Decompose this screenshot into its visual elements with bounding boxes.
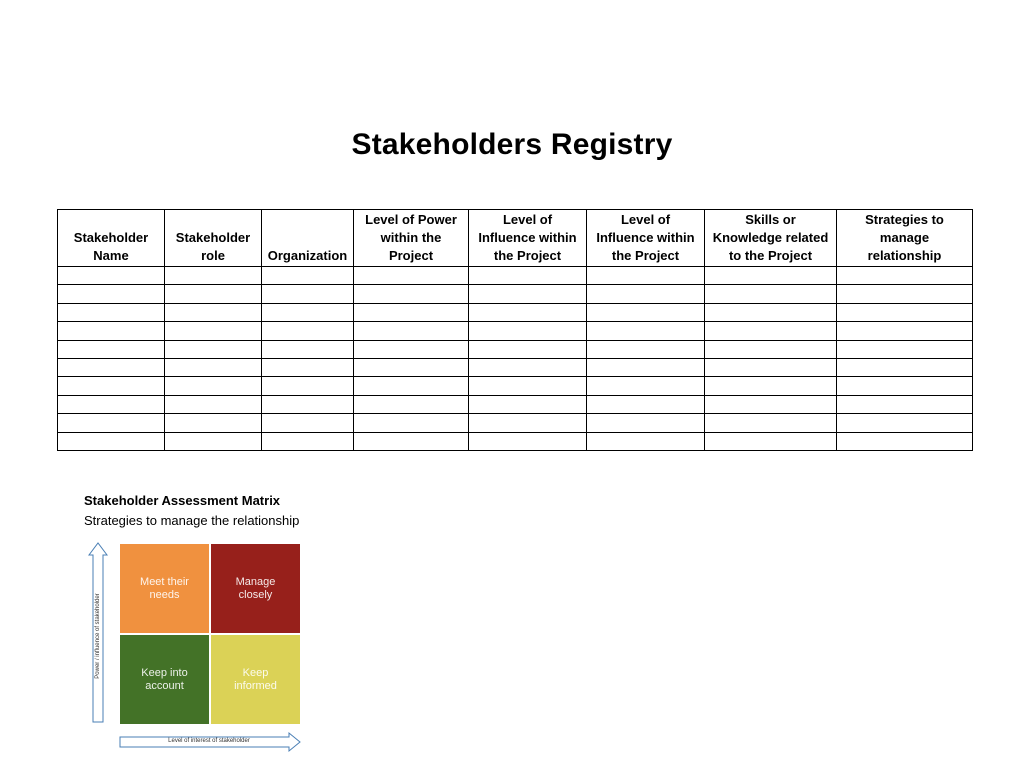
quadrant-keep-informed xyxy=(211,635,300,724)
header-skills-knowledge: Skills or Knowledge related to the Project xyxy=(705,210,837,267)
header-level-of-influence-2: Level of Influence within the Project xyxy=(587,210,705,267)
quadrant-label: Meet their needs xyxy=(140,575,189,601)
quadrant-label: Keep into account xyxy=(141,666,188,692)
quadrant-manage-closely xyxy=(211,544,300,633)
quadrant-keep-into-account xyxy=(120,635,209,724)
header-organization: Organization xyxy=(262,210,354,267)
x-axis-label: Level of interest of stakeholder xyxy=(168,738,250,744)
header-level-of-power: Level of Power within the Project xyxy=(354,210,469,267)
matrix-title: Stakeholder Assessment Matrix xyxy=(84,493,281,508)
header-level-of-influence-1: Level of Influence within the Project xyxy=(469,210,587,267)
quadrant-label: Manage closely xyxy=(235,575,276,601)
matrix-subtitle: Strategies to manage the relationship xyxy=(84,513,300,528)
header-stakeholder-name: Stakeholder Name xyxy=(58,210,165,267)
quadrant-meet-their-needs xyxy=(120,544,209,633)
quadrant-label: Keep informed xyxy=(234,666,277,692)
header-strategies: Strategies to manage relationship xyxy=(837,210,973,267)
y-axis-label: Power / influence of stakeholder xyxy=(95,593,101,679)
page-title: Stakeholders Registry xyxy=(351,128,673,161)
header-stakeholder-role: Stakeholder role xyxy=(165,210,262,267)
